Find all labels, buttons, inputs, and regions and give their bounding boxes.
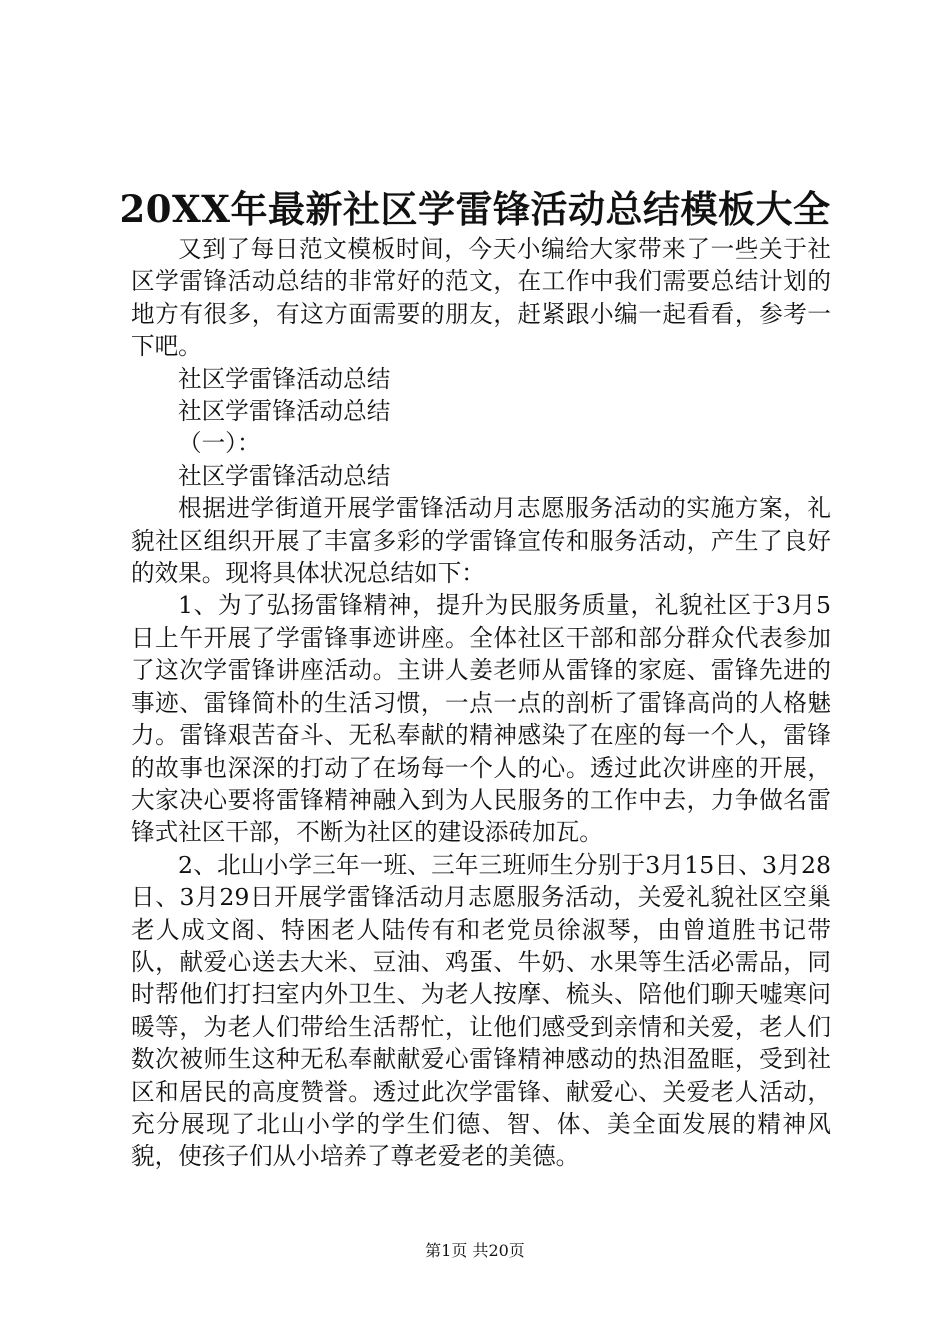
- body-paragraph: 2、北山小学三年一班、三年三班师生分别于3月15日、3月28日、3月29日开展学雷锋活动月志愿服务活动，关爱礼貌社区空巢老人成文阁、特困老人陆传有和老党员徐淑琴，由曾道胜书记带队，献爱心送去大米、豆油、鸡蛋、牛奶、水果等生活必需品，同时帮他们打扫室内外卫生、为老人按摩、梳头、陪他们聊天嘘寒问暖等，为老人们带给生活帮忙，让他们感受到亲情和关爱，老人们数次被师生这种无私奉献献爱心雷锋精神感动的热泪盈眶，受到社区和居民的高度赞誉。透过此次学雷锋、献爱心、关爱老人活动，充分展现了北山小学的学生们德、智、体、美全面发展的精神风貌，使孩子们从小培养了尊老爱老的美德。: [131, 850, 831, 1171]
- page-footer: 第1页 共20页: [425, 1241, 525, 1260]
- section-number: （一）：: [178, 429, 261, 458]
- body-paragraph: 根据进学街道开展学雷锋活动月志愿服务活动的实施方案，礼貌社区组织开展了丰富多彩的学雷锋宣传和服务活动，产生了良好的效果。现将具体状况总结如下：: [131, 494, 831, 588]
- section-heading: 社区学雷锋活动总结: [178, 461, 391, 490]
- body-paragraph: 1、为了弘扬雷锋精神，提升为民服务质量，礼貌社区于3月5日上午开展了学雷锋事迹讲座。全体社区干部和部分群众代表参加了这次学雷锋讲座活动。主讲人姜老师从雷锋的家庭、雷锋先进的事迹、雷锋简朴的生活习惯，一点一点的剖析了雷锋高尚的人格魅力。雷锋艰苦奋斗、无私奉献的精神感染了在座的每一个人，雷锋的故事也深深的打动了在场每一个人的心。透过此次讲座的开展，大家决心要将雷锋精神融入到为人民服务的工作中去，力争做名雷锋式社区干部，不断为社区的建设添砖加瓦。: [131, 591, 831, 847]
- document-title: 20XX年最新社区学雷锋活动总结模板大全: [119, 187, 831, 231]
- section-heading: 社区学雷锋活动总结: [178, 364, 391, 393]
- section-heading: 社区学雷锋活动总结: [178, 397, 391, 426]
- document-body: [131, 233, 831, 1173]
- intro-paragraph: 又到了每日范文模板时间，今天小编给大家带来了一些关于社区学雷锋活动总结的非常好的范文，在工作中我们需要总结计划的地方有很多，有这方面需要的朋友，赶紧跟小编一起看看，参考一下吧。: [131, 235, 831, 361]
